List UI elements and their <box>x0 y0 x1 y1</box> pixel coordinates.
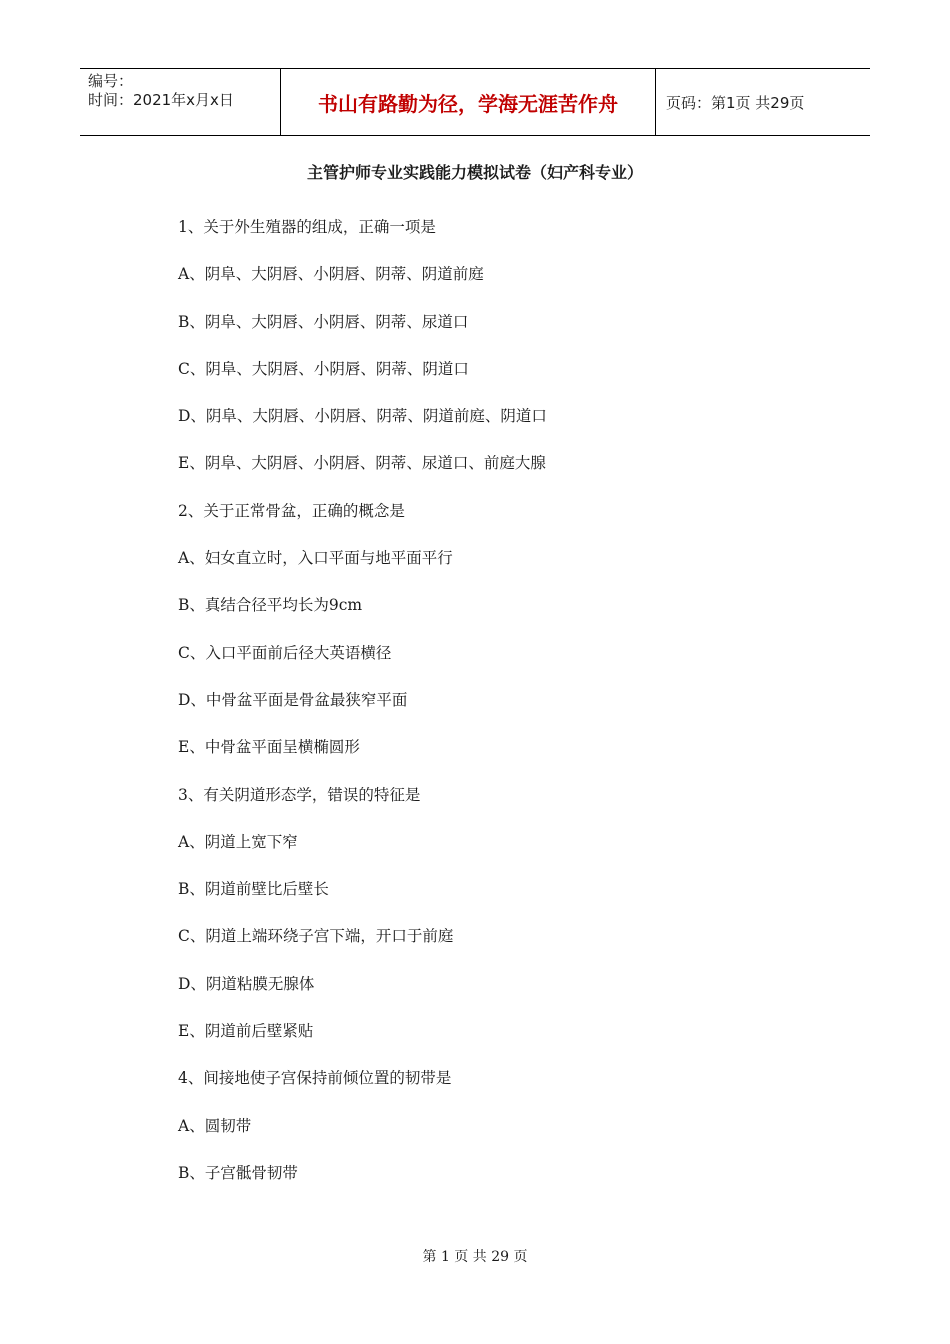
option-line: C、阴道上端环绕子宫下端，开口于前庭 <box>178 927 454 946</box>
document-title: 主管护师专业实践能力模拟试卷（妇产科专业） <box>306 163 643 182</box>
option-line: C、入口平面前后径大英语横径 <box>178 643 392 662</box>
header-meta <box>80 69 280 135</box>
option-line: B、阴道前壁比后壁长 <box>178 880 329 899</box>
question-line: 1、关于外生殖器的组成，正确一项是 <box>178 218 436 236</box>
page-footer: 第 1 页 共 29 页 <box>422 1249 528 1265</box>
number-label: 编号： <box>88 72 134 90</box>
option-line: E、中骨盆平面呈横椭圆形 <box>178 738 360 757</box>
option-line: B、阴阜、大阴唇、小阴唇、阴蒂、尿道口 <box>178 312 469 331</box>
option-line: A、阴道上宽下窄 <box>178 832 298 851</box>
header-page-info: 页码：第1页 共29页 <box>666 93 805 112</box>
option-line: B、子宫骶骨韧带 <box>178 1163 298 1182</box>
option-line: E、阴阜、大阴唇、小阴唇、阴蒂、尿道口、前庭大腺 <box>178 454 546 473</box>
option-line: A、圆韧带 <box>178 1116 252 1135</box>
header-motto: 书山有路勤为径，学海无涯苦作舟 <box>280 69 656 135</box>
option-line: D、阴道粘膜无腺体 <box>178 974 315 993</box>
option-line: A、妇女直立时，入口平面与地平面平行 <box>178 549 453 568</box>
question-line: 3、有关阴道形态学，错误的特征是 <box>178 785 421 804</box>
question-line: 4、间接地使子宫保持前倾位置的韧带是 <box>178 1069 452 1088</box>
question-list <box>178 216 878 1209</box>
option-line: B、真结合径平均长为9cm <box>178 596 363 615</box>
date-label: 时间：2021年x月x日 <box>88 91 234 109</box>
option-line: A、阴阜、大阴唇、小阴唇、阴蒂、阴道前庭 <box>178 265 484 284</box>
option-line: D、中骨盆平面是骨盆最狭窄平面 <box>178 690 408 709</box>
option-line: E、阴道前后壁紧贴 <box>178 1022 314 1041</box>
header-table <box>80 68 870 136</box>
option-line: D、阴阜、大阴唇、小阴唇、阴蒂、阴道前庭、阴道口 <box>178 407 547 426</box>
question-line: 2、关于正常骨盆，正确的概念是 <box>178 501 405 520</box>
option-line: C、阴阜、大阴唇、小阴唇、阴蒂、阴道口 <box>178 359 469 378</box>
